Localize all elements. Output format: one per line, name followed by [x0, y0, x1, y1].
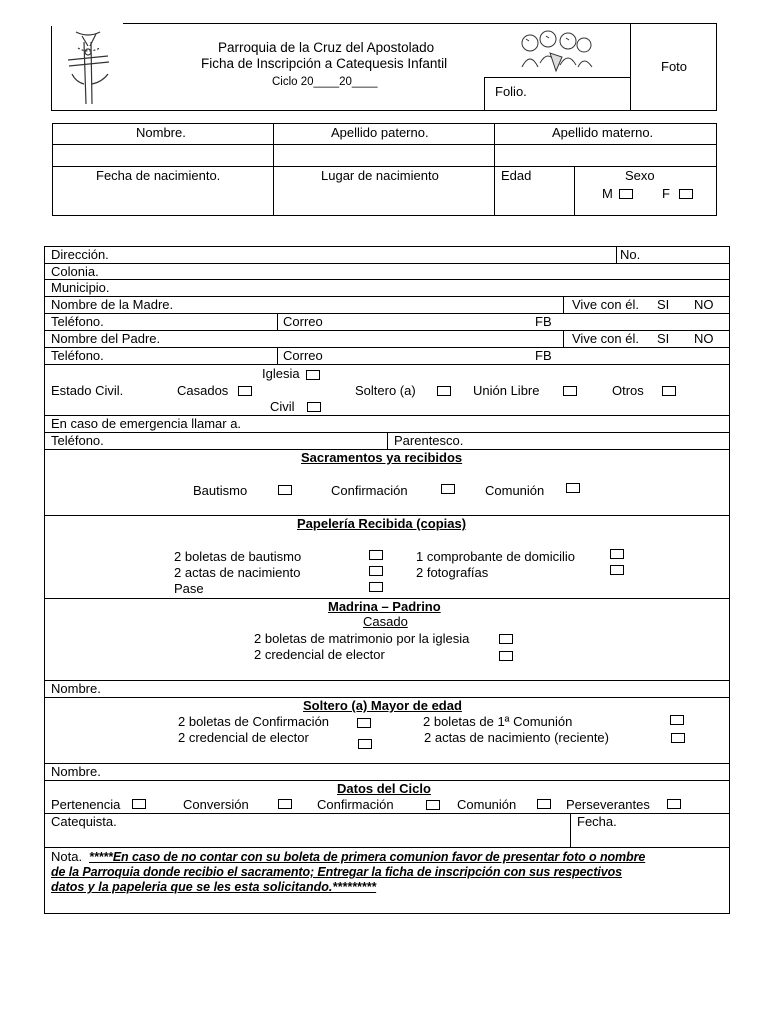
colonia-label: Colonia.	[51, 264, 99, 279]
madre-fb-label: FB	[535, 314, 552, 329]
fotografias-checkbox[interactable]	[610, 565, 624, 575]
cycle-field[interactable]: Ciclo 20____20____	[272, 76, 378, 88]
boletas-comunion-label: 2 boletas de 1ª Comunión	[423, 714, 573, 729]
madre-label: Nombre de la Madre.	[51, 297, 174, 312]
estado-civil-label: Estado Civil.	[51, 383, 124, 398]
children-illustration-icon	[516, 27, 596, 77]
emergencia-telefono-label: Teléfono.	[51, 433, 104, 448]
padre-label: Nombre del Padre.	[51, 331, 161, 346]
soltero-credencial-label: 2 credencial de elector	[178, 730, 309, 745]
madre-telefono-label: Teléfono.	[51, 314, 104, 329]
madre-correo-label: Correo	[283, 314, 323, 329]
perseverantes-checkbox[interactable]	[667, 799, 681, 809]
ciclo-comunion-checkbox[interactable]	[537, 799, 551, 809]
padrino-credencial-checkbox[interactable]	[499, 651, 513, 661]
civil-label: Civil	[270, 399, 295, 414]
header-folio-line	[484, 77, 630, 78]
padre-no-option[interactable]: NO	[694, 331, 714, 346]
madre-no-option[interactable]: NO	[694, 297, 714, 312]
header-top-gap	[51, 23, 123, 26]
fecha-label: Fecha.	[577, 814, 617, 829]
row-line-847	[44, 847, 730, 848]
union-libre-checkbox[interactable]	[563, 386, 577, 396]
pase-checkbox[interactable]	[369, 582, 383, 592]
apellido-paterno-label: Apellido paterno.	[331, 125, 429, 140]
pertenencia-label: Pertenencia	[51, 797, 121, 812]
row-line-680	[44, 680, 730, 681]
header-divider-photo	[630, 23, 631, 111]
pase-label: Pase	[174, 581, 204, 596]
perseverantes-label: Perseverantes	[566, 797, 650, 812]
folio-field[interactable]: Folio.	[495, 84, 527, 99]
row-line-263	[44, 263, 730, 264]
row-line-347	[44, 347, 730, 348]
nota-line-2: de la Parroquia donde recibio el sacramento; Entregar la ficha de inscripción con sus respectivos	[51, 865, 623, 879]
parish-name: Parroquia de la Cruz del Apostolado	[218, 40, 435, 55]
papeleria-title: Papelería Recibida (copias)	[297, 516, 467, 531]
sexo-label: Sexo	[625, 168, 655, 183]
padrinos-title: Madrina – Padrino	[328, 599, 441, 614]
nota-line-3: datos y la papeleria que se les esta solicitando.*********	[51, 880, 377, 894]
boletas-comunion-checkbox[interactable]	[670, 715, 684, 725]
row-line-813	[44, 813, 730, 814]
iglesia-checkbox[interactable]	[306, 370, 320, 380]
ciclo-title: Datos del Ciclo	[337, 781, 431, 796]
cross-logo-icon	[62, 28, 117, 106]
apellido-materno-label: Apellido materno.	[552, 125, 654, 140]
padre-vive-label: Vive con él.	[572, 331, 639, 346]
boletas-confirmacion-checkbox[interactable]	[357, 718, 371, 728]
confirmacion-label: Confirmación	[331, 483, 408, 498]
union-libre-label: Unión Libre	[473, 383, 540, 398]
parentesco-label: Parentesco.	[394, 433, 464, 448]
padrino-credencial-label: 2 credencial de elector	[254, 647, 385, 662]
sexo-m-label: M	[602, 186, 613, 201]
casados-label: Casados	[177, 383, 229, 398]
ciclo-comunion-label: Comunión	[457, 797, 517, 812]
row-line-364	[44, 364, 730, 365]
personal-col-line-3	[574, 166, 575, 216]
boletas-confirmacion-label: 2 boletas de Confirmación	[178, 714, 330, 729]
bautismo-checkbox[interactable]	[278, 485, 292, 495]
fotografias-label: 2 fotografías	[416, 565, 489, 580]
nombre-label: Nombre.	[136, 125, 186, 140]
direccion-label: Dirección.	[51, 247, 109, 262]
row-line-763	[44, 763, 730, 764]
col-line-tel1	[277, 313, 278, 330]
col-line-tel2	[277, 347, 278, 364]
padrino-nombre-label: Nombre.	[51, 681, 101, 696]
col-line-no	[616, 246, 617, 263]
civil-checkbox[interactable]	[307, 402, 321, 412]
conversion-label: Conversión	[183, 797, 249, 812]
comprobante-checkbox[interactable]	[610, 549, 624, 559]
padre-fb-label: FB	[535, 348, 552, 363]
soltero-label: Soltero (a)	[355, 383, 416, 398]
comunion-label: Comunión	[485, 483, 545, 498]
soltero-mayor-title: Soltero (a) Mayor de edad	[303, 698, 462, 713]
soltero-checkbox[interactable]	[437, 386, 451, 396]
boletas-bautismo-label: 2 boletas de bautismo	[174, 549, 302, 564]
actas-nacimiento-label: 2 actas de nacimiento	[174, 565, 301, 580]
actas-nacimiento-checkbox[interactable]	[369, 566, 383, 576]
form-title: Ficha de Inscripción a Catequesis Infantil	[201, 56, 448, 71]
fecha-nacimiento-label: Fecha de nacimiento.	[96, 168, 221, 183]
comunion-checkbox[interactable]	[566, 483, 580, 493]
col-line-padre	[563, 330, 564, 347]
sexo-f-checkbox[interactable]	[679, 189, 693, 199]
pertenencia-checkbox[interactable]	[132, 799, 146, 809]
padre-telefono-label: Teléfono.	[51, 348, 104, 363]
actas-recientes-checkbox[interactable]	[671, 733, 685, 743]
bautismo-label: Bautismo	[193, 483, 248, 498]
casados-checkbox[interactable]	[238, 386, 252, 396]
otros-label: Otros	[612, 383, 644, 398]
sexo-m-checkbox[interactable]	[619, 189, 633, 199]
padre-si-option[interactable]: SI	[657, 331, 670, 346]
row-line-313	[44, 313, 730, 314]
personal-col-line-2	[494, 123, 495, 216]
casado-label: Casado	[363, 614, 408, 629]
ciclo-confirmacion-label: Confirmación	[317, 797, 394, 812]
otros-checkbox[interactable]	[662, 386, 676, 396]
sexo-f-label: F	[662, 186, 670, 201]
comprobante-label: 1 comprobante de domicilio	[416, 549, 575, 564]
municipio-label: Municipio.	[51, 280, 110, 295]
sacramentos-title: Sacramentos ya recibidos	[301, 450, 463, 465]
header-folio-left	[484, 77, 485, 111]
photo-box: Foto	[661, 59, 688, 74]
soltero-nombre-label: Nombre.	[51, 764, 101, 779]
padre-correo-label: Correo	[283, 348, 323, 363]
numero-label: No.	[620, 247, 641, 262]
edad-label: Edad	[501, 168, 532, 183]
col-line-madre	[563, 296, 564, 313]
actas-recientes-label: 2 actas de nacimiento (reciente)	[424, 730, 609, 745]
nota-label: Nota.	[51, 849, 83, 864]
soltero-credencial-checkbox[interactable]	[358, 739, 372, 749]
personal-row-line-1	[52, 144, 717, 145]
col-line-fecha	[570, 813, 571, 847]
col-line-parentesco	[387, 432, 388, 449]
madre-si-option[interactable]: SI	[657, 297, 670, 312]
lugar-nacimiento-label: Lugar de nacimiento	[321, 168, 439, 183]
boletas-matrimonio-checkbox[interactable]	[499, 634, 513, 644]
nota-line-1: *****En caso de no contar con su boleta de primera comunion favor de presentar foto o nombre	[89, 850, 646, 864]
boletas-matrimonio-label: 2 boletas de matrimonio por la iglesia	[254, 631, 470, 646]
ciclo-confirmacion-checkbox[interactable]	[426, 800, 440, 810]
personal-col-line-1	[273, 123, 274, 216]
emergencia-label: En caso de emergencia llamar a.	[51, 416, 242, 431]
catequista-label: Catequista.	[51, 814, 117, 829]
conversion-checkbox[interactable]	[278, 799, 292, 809]
row-line-279	[44, 279, 730, 280]
personal-row-line-2	[52, 166, 717, 167]
iglesia-label: Iglesia	[262, 366, 300, 381]
boletas-bautismo-checkbox[interactable]	[369, 550, 383, 560]
madre-vive-label: Vive con él.	[572, 297, 639, 312]
confirmacion-checkbox[interactable]	[441, 484, 455, 494]
